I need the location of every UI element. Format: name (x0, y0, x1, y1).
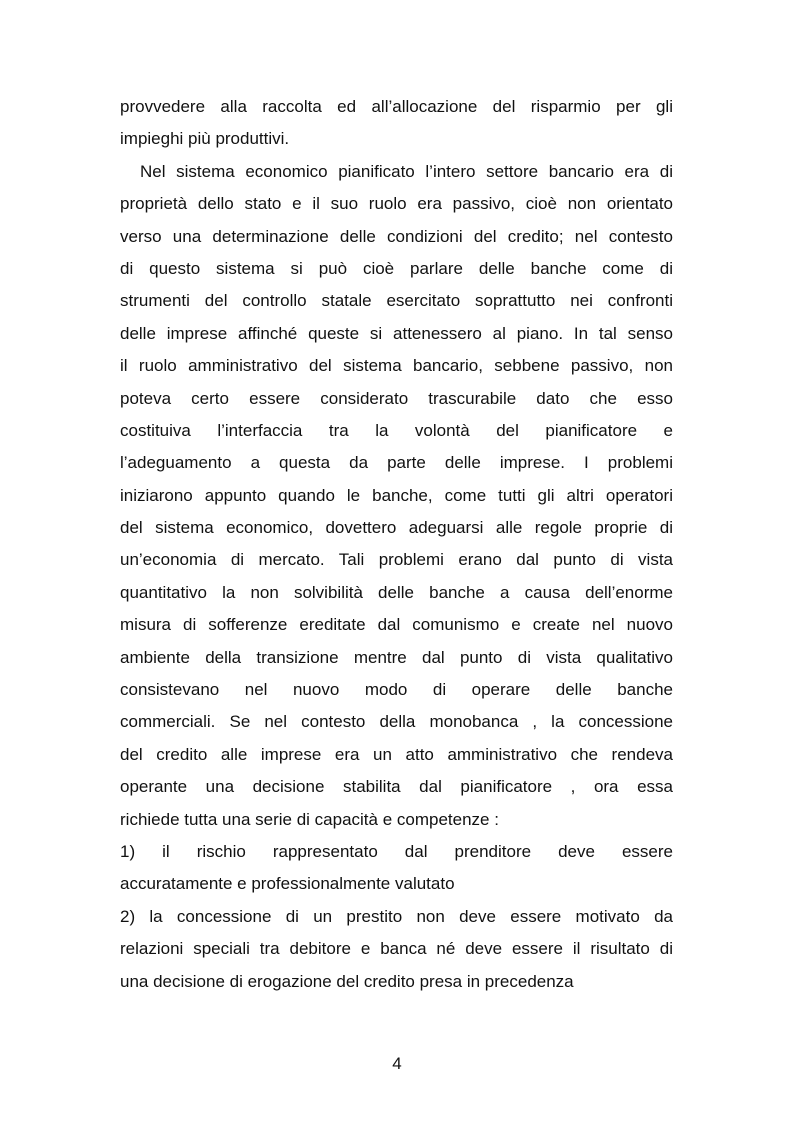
text-line: provvedere alla raccolta ed all’allocazione del risparmio per gli (120, 97, 673, 116)
text-line: iniziarono appunto quando le banche, come tutti gli altri operatori (120, 485, 673, 505)
text-line: delle imprese affinché queste si attenessero al piano. In tal senso (120, 323, 673, 343)
text-line: misura di sofferenze ereditate dal comunismo e create nel nuovo (120, 615, 673, 635)
list-item-1-line: accuratamente e professionalmente valutato (120, 874, 455, 894)
text-line: un’economia di mercato. Tali problemi erano dal punto di vista (120, 550, 673, 570)
text-line: del sistema economico, dovettero adeguarsi alle regole proprie di (120, 518, 673, 538)
page-number: 4 (392, 1054, 402, 1073)
text-line: consistevano nel nuovo modo di operare delle banche (120, 680, 673, 700)
list-item-2-line: 2) la concessione di un prestito non deve essere motivato da (120, 906, 673, 926)
text-line: proprietà dello stato e il suo ruolo era passivo, cioè non orientato (120, 194, 673, 214)
text-line: verso una determinazione delle condizioni del credito; nel contesto (120, 226, 673, 246)
list-item-1-line: 1) il rischio rappresentato dal prenditore deve essere (120, 841, 673, 861)
text-line: di questo sistema si può cioè parlare delle banche come di (120, 258, 673, 278)
text-line: operante una decisione stabilita dal pianificatore , ora essa (120, 777, 673, 797)
list-item-2-line: relazioni speciali tra debitore e banca né deve essere il risultato di (120, 939, 673, 959)
list-item-2-line: una decisione di erogazione del credito presa in precedenza (120, 971, 574, 991)
text-line: ambiente della transizione mentre dal punto di vista qualitativo (120, 647, 673, 667)
text-line: quantitativo la non solvibilità delle banche a causa dell’enorme (120, 582, 673, 602)
text-line: strumenti del controllo statale esercitato soprattutto nei confronti (120, 291, 673, 311)
text-line: impieghi più produttivi. (120, 129, 290, 149)
text-line: del credito alle imprese era un atto amministrativo che rendeva (120, 744, 673, 764)
text-line: l’adeguamento a questa da parte delle imprese. I problemi (120, 453, 673, 473)
text-line: costituiva l’interfaccia tra la volontà del pianificatore e (120, 420, 673, 440)
text-line: il ruolo amministrativo del sistema bancario, sebbene passivo, non (120, 356, 673, 376)
text-line: commerciali. Se nel contesto della monobanca , la concessione (120, 712, 673, 732)
text-line: poteva certo essere considerato trascurabile dato che esso (120, 388, 673, 408)
document-body (120, 91, 673, 998)
text-line: richiede tutta una serie di capacità e competenze : (120, 809, 499, 829)
text-line: Nel sistema economico pianificato l’intero settore bancario era di (140, 161, 673, 181)
